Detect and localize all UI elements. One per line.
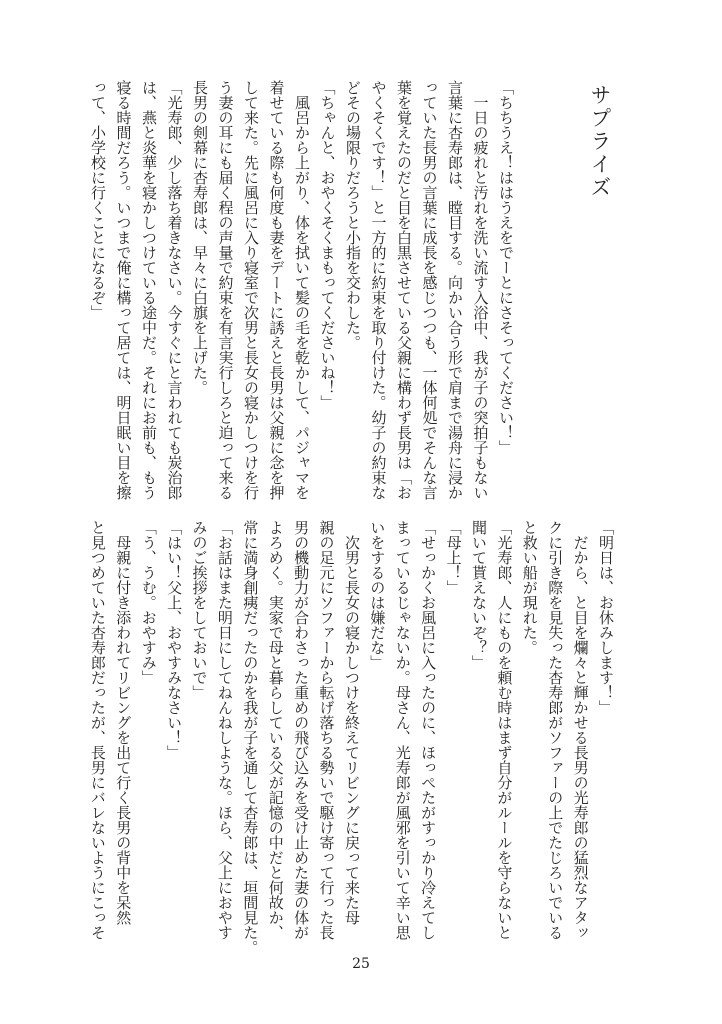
text-line: と救い船が現れた。 [520,520,539,655]
text-line: 親の足元にソファーから転げ落ちる勢いで駆け寄って行った長 [317,520,336,940]
text-line: みのご挨拶をしておいで」 [190,520,209,700]
text-line: って、小学校に行くことになるぞ」 [89,80,107,320]
text-line: 母親に付き添われてリビングを出て行く長男の背中を呆然 [114,520,133,925]
text-line: 「ちゃんと、おやくそくまもってくださいね！」 [318,80,337,410]
lower-text-block [85,520,618,955]
text-line: 着せている際も何度も妻をデートに誘えと長男は父親に念を押 [267,80,286,500]
text-line: 風呂から上がり、体を拭いて髪の毛を乾かして、パジャマを [293,80,311,500]
text-line: して来た。先に風呂に入り寝室で次男と長女の寝かしつけを行 [242,80,260,500]
text-line: どその場限りだろうと小指を交わした。 [344,80,362,350]
text-line: 葉を覚えたのだと目を白黒させている父親に構わず長男は「お [395,80,413,500]
text-line: 「はい！父上、おやすみなさい！」 [165,520,184,760]
text-line: 「光寿郎、人にものを頼む時はまず自分がルールを守らないと [495,520,514,940]
text-line: 寝る時間だろう。いつまで俺に構って居ては、明日眠い目を擦 [114,80,133,500]
text-line: 「ちちうえ！ははうえをでーとにさそってください！」 [497,80,515,455]
page-number: 25 [352,956,370,972]
text-line: 常に満身創痍だったのかを我が子を通して杏寿郎は、垣間見た。 [241,520,260,955]
text-line: っていた長男の言葉に成長を感じつつも、一体何処でそんな言 [420,80,439,500]
text-line: と見つめていた杏寿郎だったが、長男にバレないようにこっそ [88,520,107,940]
text-line: いをするのは嫌だな」 [368,520,387,670]
text-line: 男の機動力が合わさった重めの飛び込みを受け止めた妻の体が [292,520,311,940]
text-line: 言葉に杏寿郎は、瞠目する。向かい合う形で肩まで湯舟に浸か [446,80,464,500]
text-line: クに引き際を見失った杏寿郎がソファーの上でたじろいでいる [546,520,565,940]
text-line: よろめく。実家で母と暮らしている父が記憶の中だと何故か、 [266,520,285,940]
text-line: やくそくです！」と一方的に約束を取り付けた。幼子の約束な [369,80,388,500]
upper-text-block [84,80,518,500]
text-line: う妻の耳にも届く程の声量で約束を有言実行しろと迫って来る [216,80,235,500]
text-line: まっているじゃないか。母さん、光寿郎が風邪を引いて辛い思 [393,520,412,940]
text-line: だから、と目を爛々と輝かせる長男の光寿郎の猛烈なアタッ [571,520,590,940]
text-line: 「光寿郎、少し落ち着きなさい。今すぐにと言われても炭治郎 [165,80,184,500]
text-line: 次男と長女の寝かしつけを終えてリビングに戻って来た母 [342,520,361,925]
text-line: 「明日は、お休みします！」 [597,520,615,715]
text-line: 「う、うむ。おやすみ」 [139,520,158,685]
text-line: 「せっかくお風呂に入ったのに、ほっぺたがすっかり冷えてし [419,520,438,940]
text-line: 長男の剣幕に杏寿郎は、早々に白旗を上げた。 [191,80,209,395]
text-line: 聞いて貰えないぞ？」 [469,520,488,670]
text-line: は、燕と炎華を寝かしつけている途中だ。それにお前も、もう [140,80,158,500]
chapter-title: サプライズ [588,84,612,199]
text-line: 「母上！」 [444,520,463,595]
text-line: 一日の疲れと汚れを洗い流す入浴中、我が子の突拍子もない [471,80,490,500]
text-line: 「お話はまた明日にしてねんねしような。ほら、父上におやす [215,520,234,940]
